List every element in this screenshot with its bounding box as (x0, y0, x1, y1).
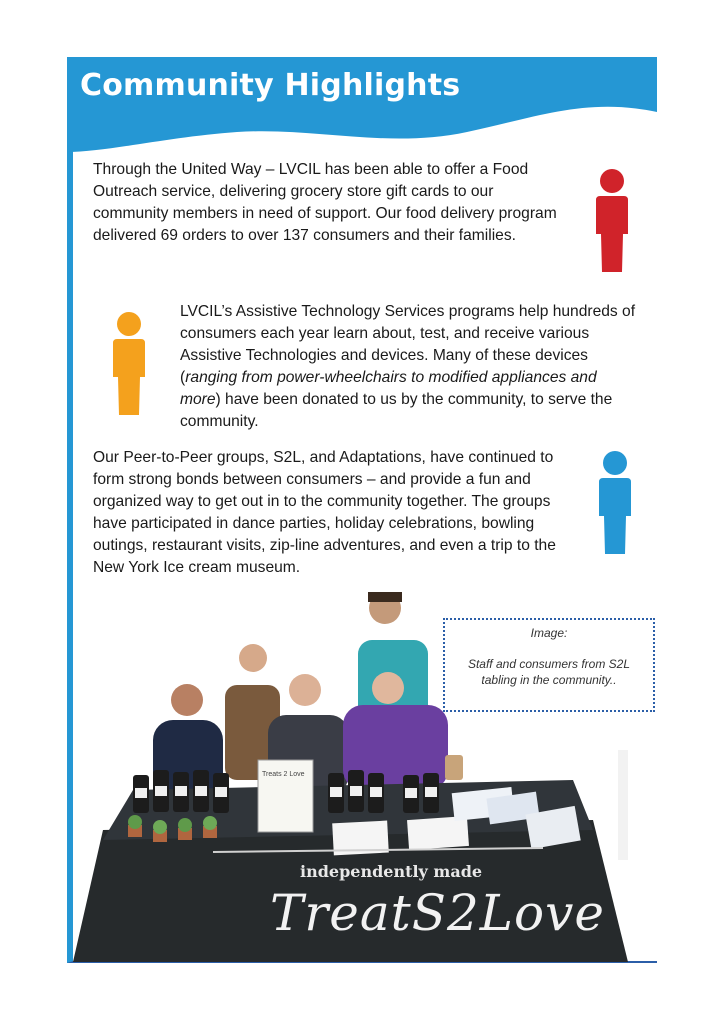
person-icon (595, 450, 635, 554)
person-icon (592, 168, 632, 272)
food-outreach-paragraph: Through the United Way – LVCIL has been able to offer a Food Outreach service, delivering grocery store gift cards to our community members in need of support. Our food delivery program delivered 69 orders to over 137 consumers and their families. (93, 161, 557, 244)
peer-groups-paragraph: Our Peer-to-Peer groups, S2L, and Adaptations, have continued to form strong bonds between consumers – and provide a fun and organized way to get out in to the community together. The groups have participated in dance parties, holiday celebrations, bowling outings, restaurant visits, zip-line adventures, and even a trip to the New York Ice cream museum. (93, 449, 556, 576)
image-caption-box (443, 618, 655, 712)
caption-label: Image: (530, 626, 568, 640)
person-icon (109, 311, 149, 415)
assistive-technology-paragraph: LVCIL’s Assistive Technology Services programs help hundreds of consumers each year learn about, test, and receive various Assistive Technologies and devices. Many of these devices (ranging from power-wheelchairs to modified appliances and more) have been donated to us by the community, to serve the community. (180, 303, 636, 430)
banner-subtitle: independently made (300, 862, 483, 881)
sign-card-text: Treats 2 Love (262, 771, 305, 778)
banner-title: TreatS2Love (270, 884, 605, 942)
caption-text: Staff and consumers from S2L tabling in the community.. (467, 657, 631, 687)
page-title: Community Highlights (80, 68, 461, 103)
